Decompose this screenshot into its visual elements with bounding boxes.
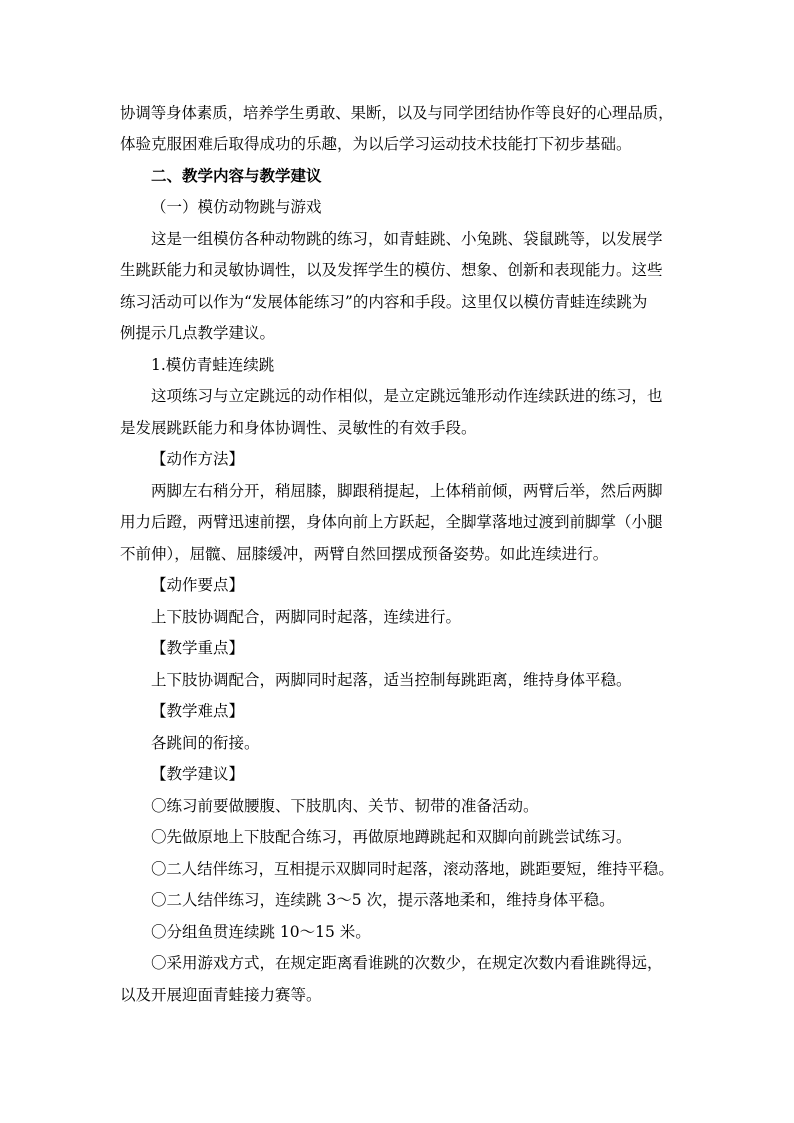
paragraph-line: 不前伸），屈髋、屈膝缓冲，两臂自然回摆成预备姿势。如此连续进行。 <box>120 545 609 563</box>
section-heading: 二、教学内容与教学建议 <box>151 166 322 185</box>
bracket-heading: 【教学重点】 <box>151 639 245 657</box>
paragraph-line: 用力后蹬，两臂迅速前摆，身体向前上方跃起，全脚掌落地过渡到前脚掌（小腿 <box>120 513 663 531</box>
list-item: 〇先做原地上下肢配合练习，再做原地蹲跳起和双脚向前跳尝试练习。 <box>151 828 632 846</box>
bracket-heading: 【教学难点】 <box>151 702 245 720</box>
bracket-heading: 【动作方法】 <box>151 450 245 468</box>
paragraph-line: 是发展跳跃能力和身体协调性、灵敏性的有效手段。 <box>120 419 477 437</box>
paragraph-line: 协调等身体素质，培养学生勇敢、果断，以及与同学团结协作等良好的心理品质， <box>120 104 674 122</box>
list-item: 〇采用游戏方式，在规定距离看谁跳的次数少，在规定次数内看谁跳得远， <box>151 954 663 972</box>
paragraph-line: 练习活动可以作为“发展体能练习”的内容和手段。这里仅以模仿青蛙连续跳为 <box>120 293 648 311</box>
paragraph-line: 以及开展迎面青蛙接力赛等。 <box>120 986 322 1004</box>
list-item: 〇二人结伴练习，连续跳 3～5 次，提示落地柔和，维持身体平稳。 <box>151 891 615 909</box>
list-item: 〇二人结伴练习，互相提示双脚同时起落，滚动落地，跳距要短，维持平稳。 <box>151 860 674 878</box>
paragraph-line: 这是一组模仿各种动物跳的练习，如青蛙跳、小兔跳、袋鼠跳等，以发展学 <box>151 230 663 248</box>
paragraph-line: 上下肢协调配合，两脚同时起落，连续进行。 <box>151 608 462 626</box>
bracket-heading: 【动作要点】 <box>151 576 245 594</box>
list-item: 〇练习前要做腰腹、下肢肌肉、关节、韧带的准备活动。 <box>151 797 539 815</box>
subsection-heading: （一）模仿动物跳与游戏 <box>151 198 322 216</box>
paragraph-line: 这项练习与立定跳远的动作相似，是立定跳远雏形动作连续跃进的练习，也 <box>151 387 663 405</box>
paragraph-line: 例提示几点教学建议。 <box>120 324 276 342</box>
bracket-heading: 【教学建议】 <box>151 765 245 783</box>
paragraph-line: 上下肢协调配合，两脚同时起落，适当控制每跳距离，维持身体平稳。 <box>151 671 632 689</box>
paragraph-line: 体验克服困难后取得成功的乐趣，为以后学习运动技术技能打下初步基础。 <box>120 135 632 153</box>
paragraph-line: 两脚左右稍分开，稍屈膝，脚跟稍提起，上体稍前倾，两臂后举，然后两脚 <box>151 482 663 500</box>
paragraph-line: 各跳间的衔接。 <box>151 734 260 752</box>
paragraph-line: 生跳跃能力和灵敏协调性，以及发挥学生的模仿、想象、创新和表现能力。这些 <box>120 261 663 279</box>
list-item: 〇分组鱼贯连续跳 10～15 米。 <box>151 923 371 941</box>
item-heading: 1.模仿青蛙连续跳 <box>151 356 275 374</box>
